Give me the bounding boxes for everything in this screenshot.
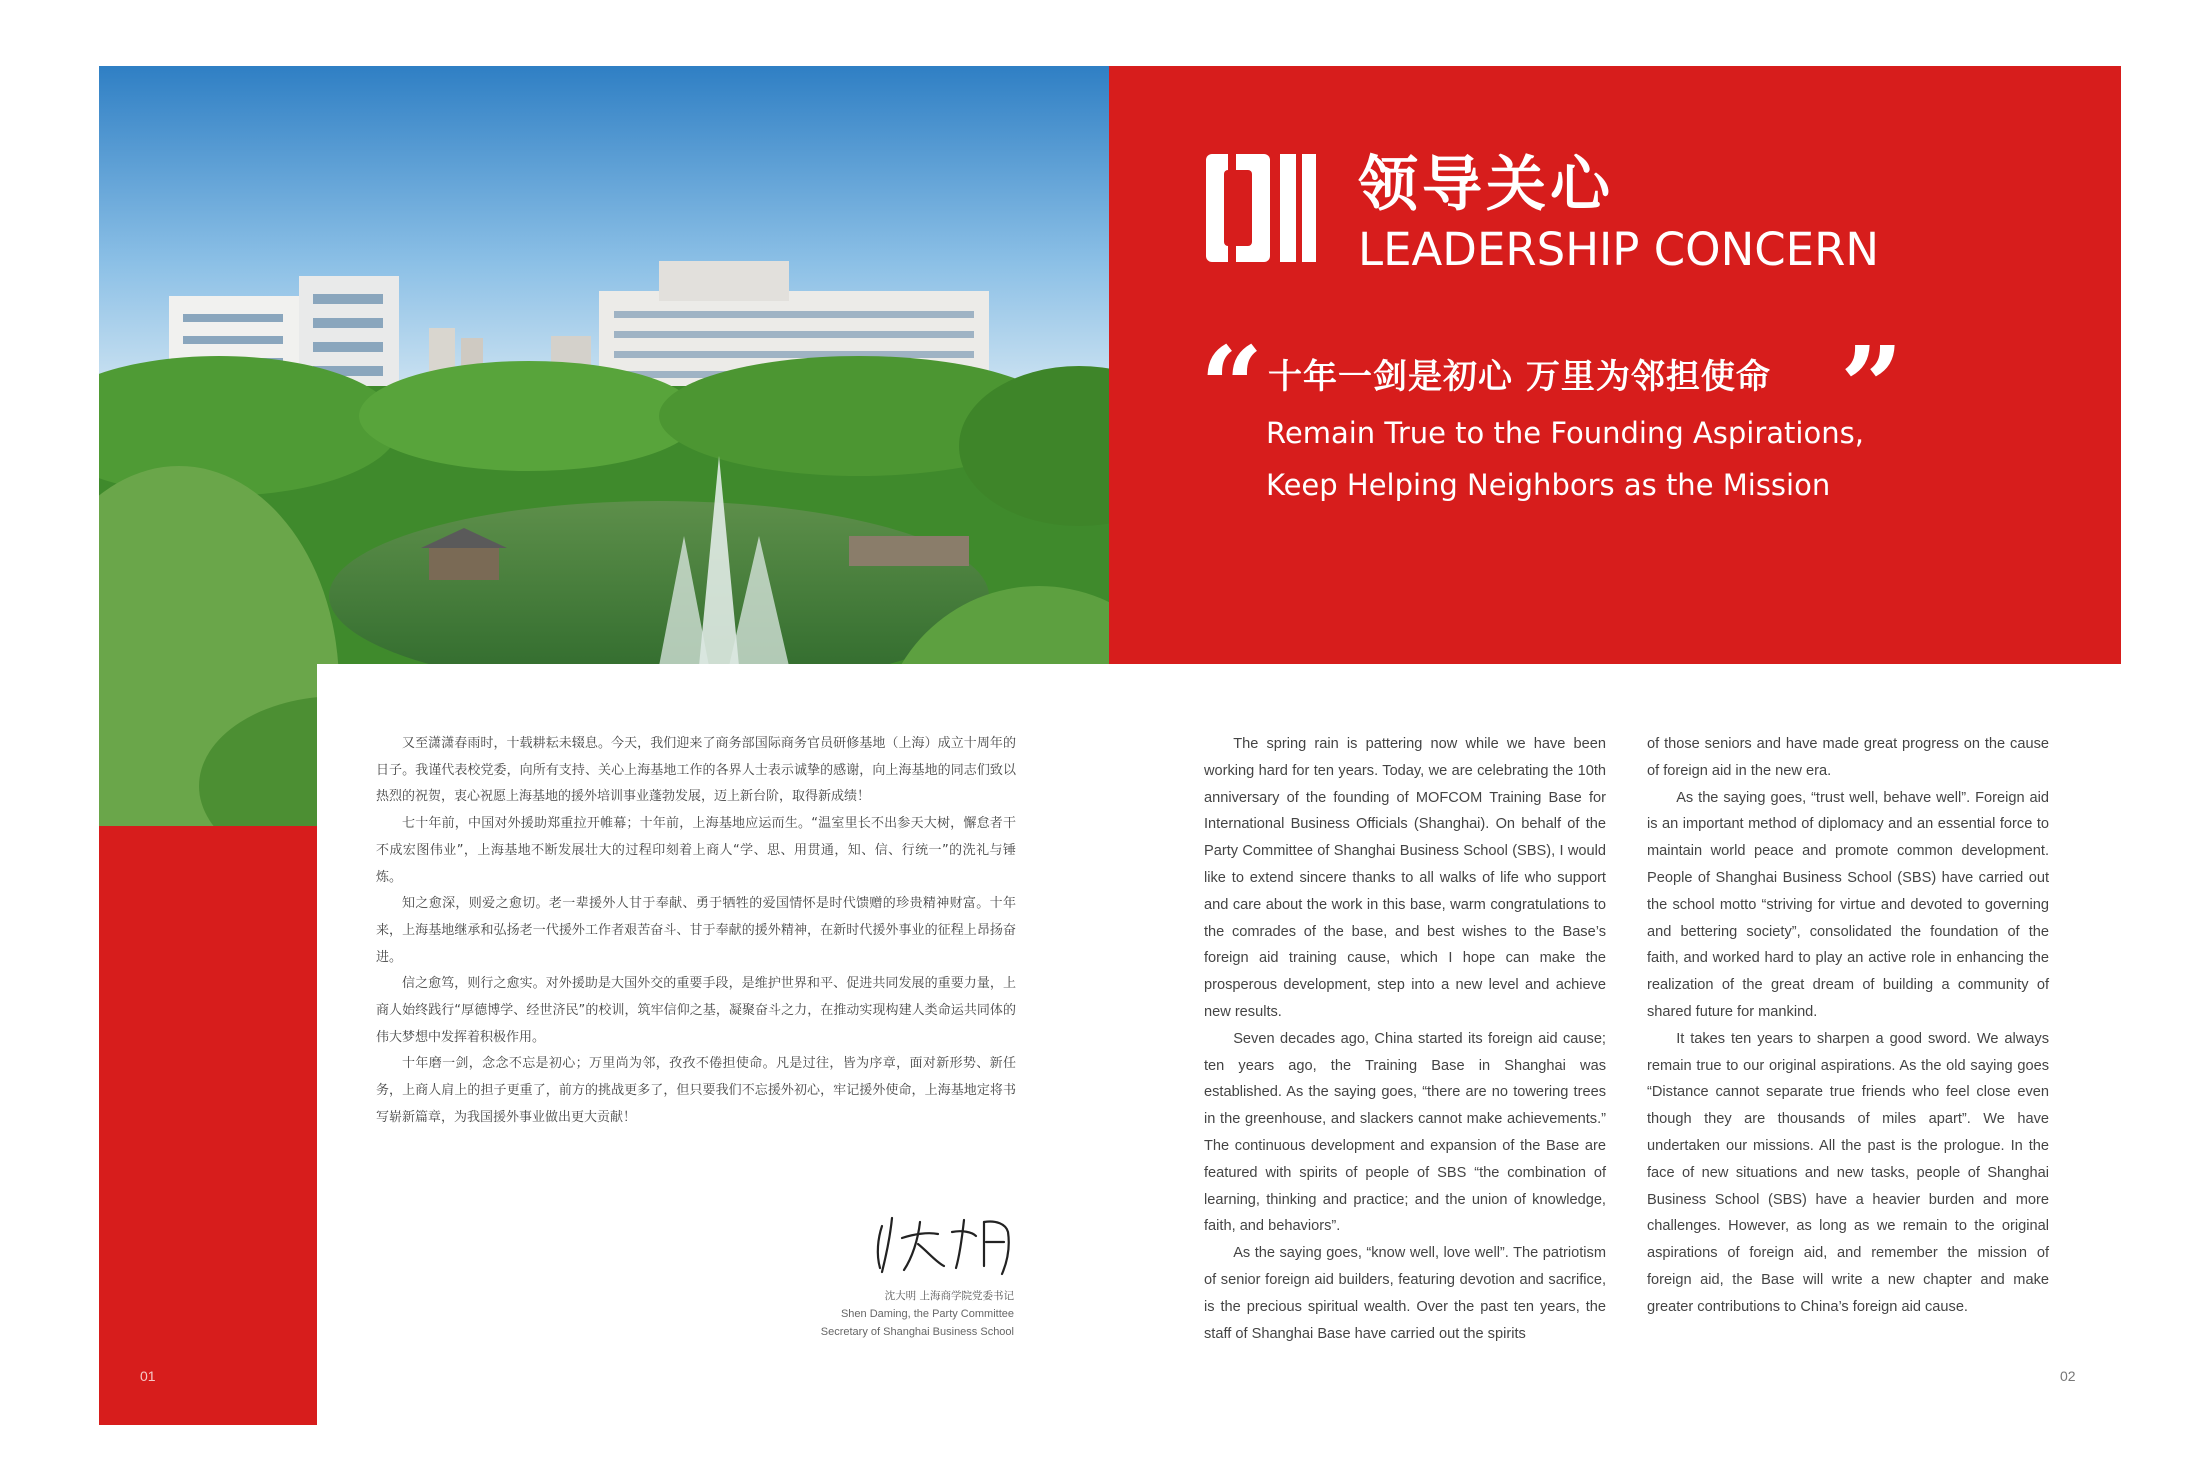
english-article-col2 xyxy=(1647,731,2049,1321)
open-quote-icon: “ xyxy=(1200,322,1264,451)
left-red-block xyxy=(99,826,317,1425)
page-number-left: 01 xyxy=(140,1368,156,1384)
slogan-en-line2: Keep Helping Neighbors as the Mission xyxy=(1266,468,1831,502)
paragraph: 信之愈笃，则行之愈实。对外援助是大国外交的重要手段，是维护世界和平、促进共同发展的重要力量，上商人始终践行“厚德博学、经世济民”的校训，筑牢信仰之基，凝聚奋斗之力，在推动实现构建人类命运共同体的伟大梦想中发挥着积极作用。 xyxy=(376,976,1016,1045)
handwritten-signature xyxy=(872,1208,1022,1278)
section-title-en: LEADERSHIP CONCERN xyxy=(1358,223,1880,276)
slogan-en-line1: Remain True to the Founding Aspirations, xyxy=(1266,416,1864,450)
paragraph: As the saying goes, “trust well, behave well”. Foreign aid is an important method of diplomacy and an essential force to maintain world peace and promote common development. People of Shanghai Business School (SBS) have carried out the school motto “striving for virtue and devoted to governing and bettering society”, consolidated the foundation of the faith, and worked hard to play an active role in enhancing the realization of the great dream of building a community of shared future for mankind. xyxy=(1647,789,2049,1020)
paragraph: Seven decades ago, China started its foreign aid cause; ten years ago, the Training Base in Shanghai was established. As the saying goes, “there are no towering trees in the greenhouse, and slackers cannot make achievements.” The continuous development and expansion of the Base are featured with spirits of people of SBS “the combination of learning, thinking and practice; and the union of knowledge, faith, and behaviors”. xyxy=(1204,1030,1606,1235)
english-article-col1 xyxy=(1204,731,1606,1347)
signer-title-en-line2: Secretary of Shanghai Business School xyxy=(820,1326,1014,1338)
section-title-cn: 领导关心 xyxy=(1358,150,1614,220)
signer-name-cn: 沈大明 上海商学院党委书记 xyxy=(884,1290,1014,1302)
paragraph: 七十年前，中国对外援助郑重拉开帷幕；十年前，上海基地应运而生。“温室里长不出参天大树，懈怠者干不成宏图伟业”，上海基地不断发展壮大的过程印刻着上商人“学、思、用贯通，知、信、行统一”的洗礼与锤炼。 xyxy=(376,816,1016,885)
paragraph: of those seniors and have made great progress on the cause of foreign aid in the new era. xyxy=(1647,736,2049,779)
slogan-cn: 十年一剑是初心 万里为邻担使命 xyxy=(1268,357,1771,397)
paragraph: The spring rain is pattering now while we have been working hard for ten years. Today, we are celebrating the 10th anniversary of the founding of MOFCOM Training Base for International Business Officials (Shanghai). On behalf of the Party Committee of Shanghai Business School (SBS), I would like to extend sincere thanks to all walks of life who support and care about the work in this base, warm congratulations to the comrades of the base, and best wishes to the Base’s foreign aid training cause, which I hope can make the prosperous development, step into a new level and achieve new results. xyxy=(1204,736,1606,1020)
paragraph: It takes ten years to sharpen a good sword. We always remain true to our original aspirations. As the old saying goes “Distance cannot separate true friends who feel close even though they are thousands of miles apart”. We have undertaken our missions. All the past is the prologue. In the face of new situations and new tasks, people of Shanghai Business School (SBS) have a heavier burden and more challenges. However, as long as we remain to the original aspirations of foreign aid, and remember the mission of foreign aid, the Base will write a new chapter and make greater contributions to China’s foreign aid cause. xyxy=(1647,1030,2049,1315)
close-quote-icon: ” xyxy=(1840,322,1904,451)
paragraph: As the saying goes, “know well, love well”. The patriotism of senior foreign aid builders, featuring devotion and sacrifice, is the precious spiritual wealth. Over the past ten years, the staff of Shanghai Base have carried out the spirits xyxy=(1204,1245,1606,1342)
chinese-article xyxy=(376,731,1016,1132)
paragraph: 知之愈深，则爱之愈切。老一辈援外人甘于奉献、勇于牺牲的爱国情怀是时代馈赠的珍贵精神财富。十年来，上海基地继承和弘扬老一代援外工作者艰苦奋斗、甘于奉献的援外精神，在新时代援外事业的征程上昂扬奋进。 xyxy=(376,896,1016,965)
paragraph: 又至潇潇春雨时，十载耕耘未辍息。今天，我们迎来了商务部国际商务官员研修基地（上海）成立十周年的日子。我谨代表校党委，向所有支持、关心上海基地工作的各界人士表示诚挚的感谢，向上海基地的同志们致以热烈的祝贺，衷心祝愿上海基地的援外培训事业蓬勃发展，迈上新台阶，取得新成绩！ xyxy=(376,736,1016,805)
paragraph: 十年磨一剑，念念不忘是初心；万里尚为邻，孜孜不倦担使命。凡是过往，皆为序章，面对新形势、新任务，上商人肩上的担子更重了，前方的挑战更多了，但只要我们不忘援外初心，牢记援外使命，上海基地定将书写崭新篇章，为我国援外事业做出更大贡献！ xyxy=(376,1056,1016,1125)
page-number-right: 02 xyxy=(2060,1368,2076,1384)
signer-title-en-line1: Shen Daming, the Party Committee xyxy=(840,1308,1014,1320)
section-number-icon xyxy=(1206,150,1318,266)
